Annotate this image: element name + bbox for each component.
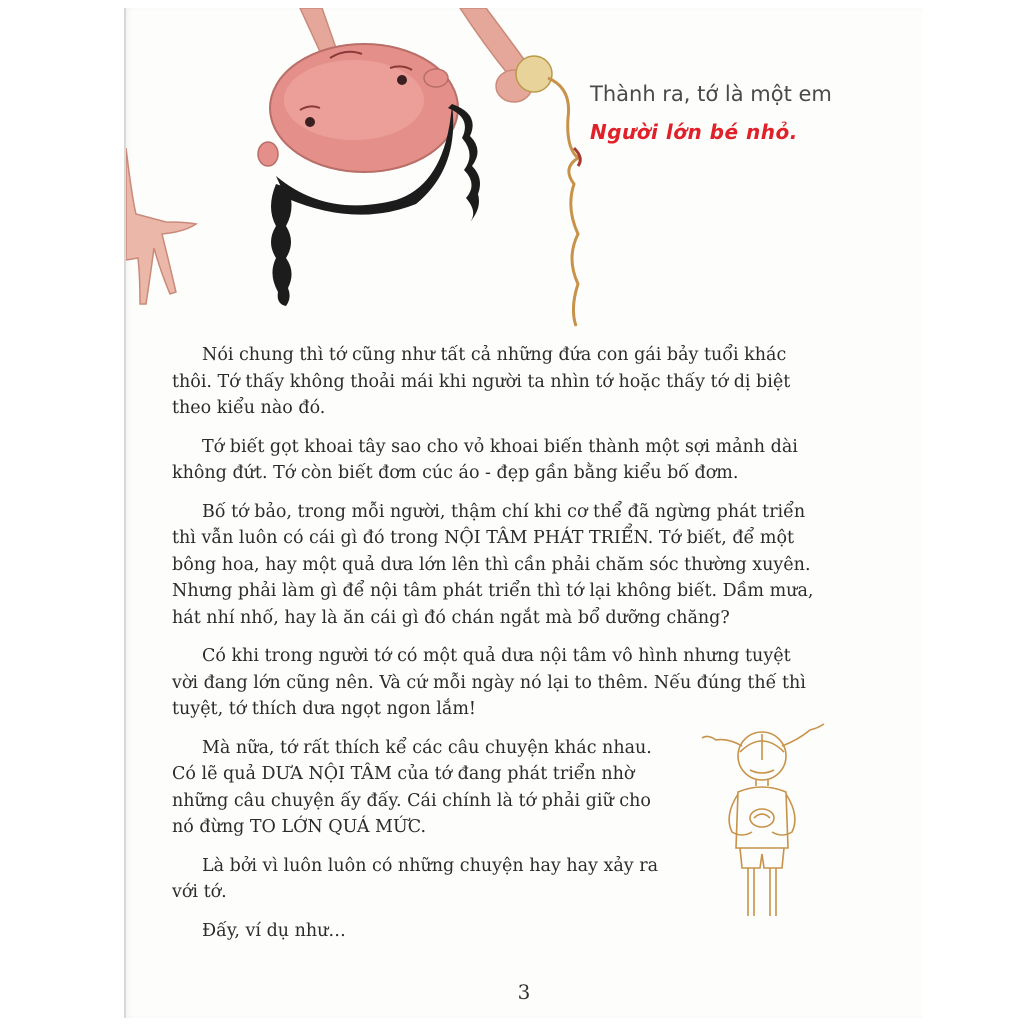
girl-sketch-illustration — [698, 720, 828, 930]
caption-line-1: Thành ra, tớ là một em — [590, 82, 832, 106]
caption-line-2: Người lớn bé nhỏ. — [590, 120, 798, 144]
paragraph-6: Là bởi vì luôn luôn có những chuyện hay hay xảy ra với tớ. — [172, 855, 659, 902]
paragraph-1: Nói chung thì tớ cũng như tất cả những đứa con gái bảy tuổi khác thôi. Tớ thấy không thoải mái khi người ta nhìn tớ hoặc thấy tớ dị biệt theo kiểu nào đó. — [172, 345, 791, 418]
upside-down-girl-illustration — [126, 8, 922, 328]
book-page — [124, 8, 922, 1018]
paragraph-3: Bố tớ bảo, trong mỗi người, thậm chí khi cơ thể đã ngừng phát triển thì vẫn luôn có cái gì đó trong NỘI TÂM PHÁT TRIỂN. Tớ biết, để một bông hoa, hay một quả dưa lớn lên thì cần phải chăm sóc thường xuyên. Nhưng phải làm gì để nội tâm phát triển thì tớ lại không biết. Dầm mưa, hát nhí nhố, hay là ăn cái gì đó chán ngắt mà bổ dưỡng chăng? — [172, 501, 814, 628]
paragraph-2: Tớ biết gọt khoai tây sao cho vỏ khoai biến thành một sợi mảnh dài không đứt. Tớ còn biết đơm cúc áo - đẹp gần bằng kiểu bố đơm. — [172, 436, 798, 483]
paragraph-7: Đấy, ví dụ như… — [202, 920, 346, 941]
paragraph-5: Mà nữa, tớ rất thích kể các câu chuyện khác nhau. Có lẽ quả DƯA NỘI TÂM của tớ đang phát triển nhờ những câu chuyện ấy đấy. Cái chính là tớ phải giữ cho nó đừng TO LỚN QUÁ MỨC. — [172, 737, 652, 837]
page-number: 3 — [517, 980, 531, 1004]
paragraph-4: Có khi trong người tớ có một quả dưa nội tâm vô hình nhưng tuyệt vời đang lớn cũng nên. Và cứ mỗi ngày nó lại to thêm. Nếu đúng thế thì tuyệt, tớ thích dưa ngọt ngon lắm! — [172, 646, 806, 719]
